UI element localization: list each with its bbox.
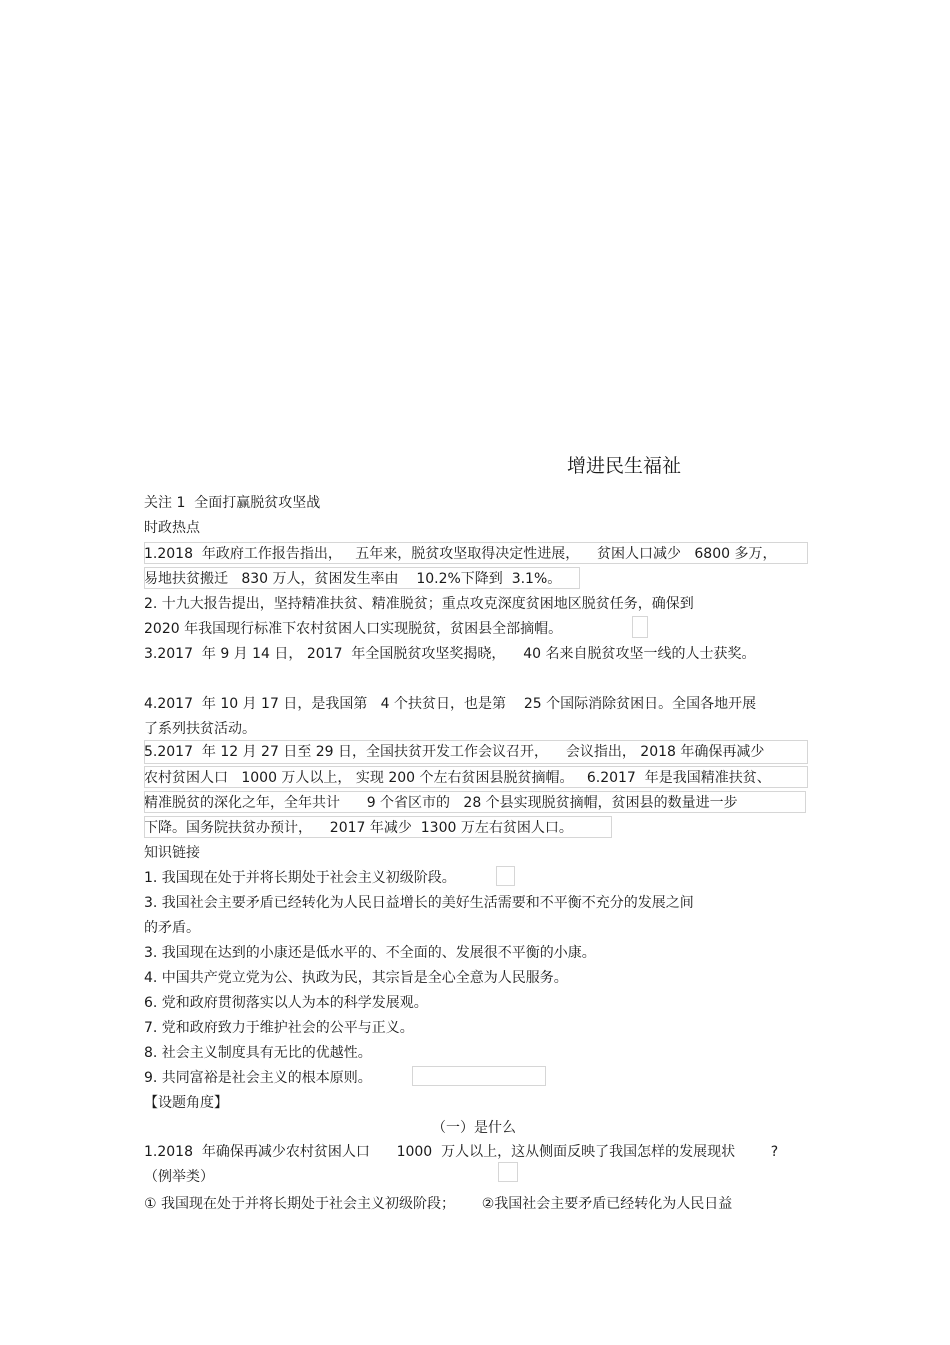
knowledge-item: 7. 党和政府致力于维护社会的公平与正义。: [144, 1020, 414, 1036]
sub-heading: （一）是什么: [432, 1120, 516, 1136]
hot-topic-line: 2020 年我国现行标准下农村贫困人口实现脱贫，贫困县全部摘帽。: [144, 621, 563, 637]
hot-topic-line: 农村贫困人口 1000 万人以上， 实现 200 个左右贫困县脱贫摘帽。 6.2017 年是我国精准扶贫、: [144, 770, 771, 786]
scan-frame: [632, 616, 648, 638]
hot-topic-line: 易地扶贫搬迁 830 万人，贫困发生率由 10.2%下降到 3.1%。: [144, 571, 562, 587]
knowledge-item: 4. 中国共产党立党为公、执政为民，其宗旨是全心全意为人民服务。: [144, 970, 568, 986]
knowledge-item: 的矛盾。: [144, 920, 200, 936]
hot-topic-line: 4.2017 年 10 月 17 日，是我国第 4 个扶贫日，也是第 25 个国际消除贫困日。全国各地开展: [144, 696, 757, 712]
question-type: （例举类）: [144, 1169, 214, 1185]
hot-topic-line: 了系列扶贫活动。: [144, 721, 256, 737]
knowledge-heading: 知识链接: [144, 845, 200, 861]
knowledge-item: 9. 共同富裕是社会主义的根本原则。: [144, 1070, 372, 1086]
answer-text: ① 我国现在处于并将长期处于社会主义初级阶段； ②我国社会主要矛盾已经转化为人民日益: [144, 1196, 733, 1212]
knowledge-item: 3. 我国现在达到的小康还是低水平的、不全面的、发展很不平衡的小康。: [144, 945, 596, 961]
question-text: 1.2018 年确保再减少农村贫困人口 1000 万人以上，这从侧面反映了我国怎样的发展现状 ?: [144, 1144, 779, 1160]
hot-topic-line: 3.2017 年 9 月 14 日， 2017 年全国脱贫攻坚奖揭晓， 40 名来自脱贫攻坚一线的人士获奖。: [144, 646, 756, 662]
hot-topic-line: 5.2017 年 12 月 27 日至 29 日，全国扶贫开发工作会议召开， 会议指出， 2018 年确保再减少: [144, 744, 765, 760]
angle-heading: 【设题角度】: [144, 1095, 228, 1111]
scan-frame: [412, 1066, 546, 1086]
knowledge-item: 1. 我国现在处于并将长期处于社会主义初级阶段。: [144, 870, 456, 886]
hot-topic-line: 2. 十九大报告提出，坚持精准扶贫、精准脱贫；重点攻克深度贫困地区脱贫任务，确保到: [144, 596, 694, 612]
knowledge-item: 3. 我国社会主要矛盾已经转化为人民日益增长的美好生活需要和不平衡不充分的发展之间: [144, 895, 694, 911]
scan-frame: [496, 866, 515, 886]
hot-topic-line: 下降。国务院扶贫办预计， 2017 年减少 1300 万左右贫困人口。: [144, 820, 573, 836]
knowledge-item: 8. 社会主义制度具有无比的优越性。: [144, 1045, 372, 1061]
document-title: 增进民生福祉: [567, 455, 682, 477]
hot-topic-line: 精准脱贫的深化之年，全年共计 9 个省区市的 28 个县实现脱贫摘帽，贫困县的数量进一步: [144, 795, 738, 811]
hot-topic-line: 1.2018 年政府工作报告指出， 五年来，脱贫攻坚取得决定性进展， 贫困人口减少 6800 多万，: [144, 546, 777, 562]
scan-frame: [498, 1162, 518, 1182]
hot-topics-heading: 时政热点: [144, 520, 200, 536]
section-heading: 关注 1 全面打赢脱贫攻坚战: [144, 495, 321, 511]
knowledge-item: 6. 党和政府贯彻落实以人为本的科学发展观。: [144, 995, 428, 1011]
